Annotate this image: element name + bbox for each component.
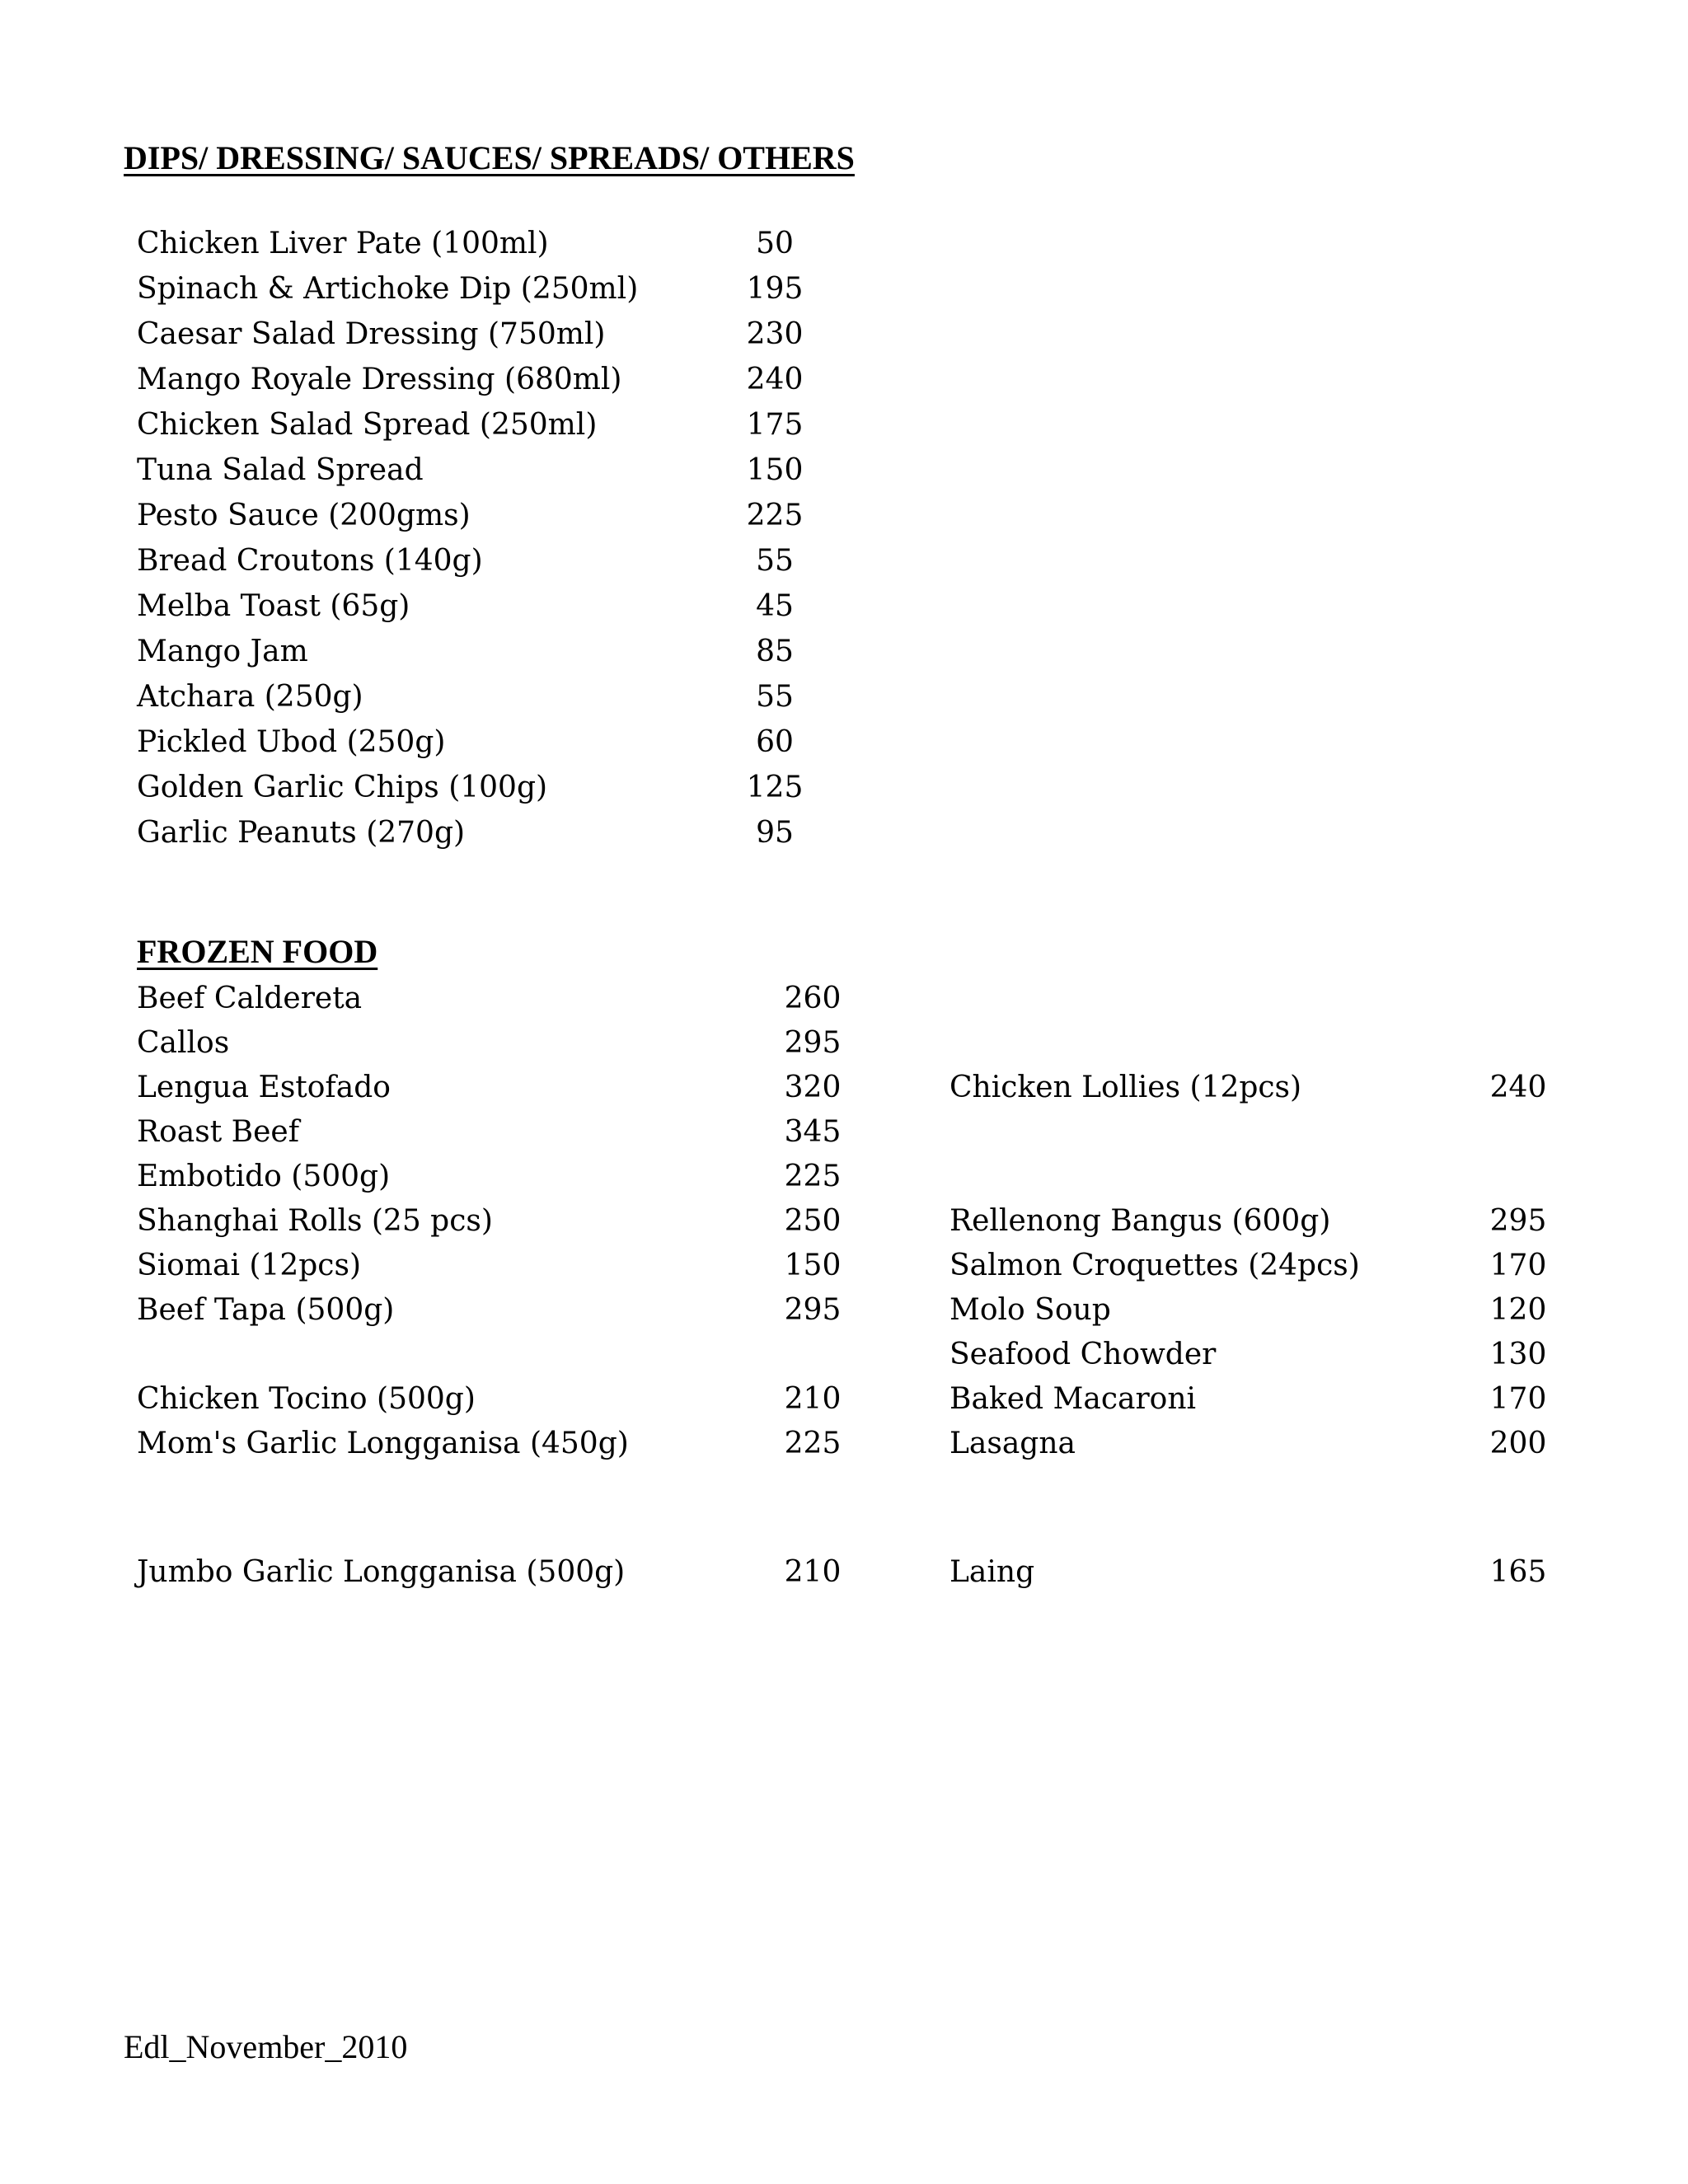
item-price: 130 — [1489, 1338, 1547, 1371]
item-price: 195 — [746, 272, 804, 306]
item-price: 295 — [1489, 1204, 1547, 1238]
item-name: Shanghai Rolls (25 pcs) — [137, 1204, 493, 1238]
item-price: 210 — [784, 1555, 842, 1589]
item-price: 320 — [784, 1071, 842, 1104]
item-name: Seafood Chowder — [950, 1338, 1217, 1371]
item-price: 225 — [746, 499, 804, 532]
item-price: 345 — [784, 1115, 842, 1149]
item-name: Caesar Salad Dressing (750ml) — [137, 317, 606, 351]
item-name: Mango Royale Dressing (680ml) — [137, 363, 622, 396]
item-name: Mom's Garlic Longganisa (450g) — [137, 1427, 629, 1460]
item-name: Golden Garlic Chips (100g) — [137, 771, 548, 804]
item-price: 240 — [746, 363, 804, 396]
item-name: Melba Toast (65g) — [137, 589, 410, 623]
item-price: 150 — [784, 1249, 842, 1282]
item-name: Chicken Tocino (500g) — [137, 1382, 476, 1416]
item-price: 55 — [756, 680, 794, 714]
item-name: Laing — [950, 1555, 1035, 1589]
item-price: 85 — [756, 635, 794, 668]
item-price: 200 — [1489, 1427, 1547, 1460]
item-name: Salmon Croquettes (24pcs) — [950, 1249, 1360, 1282]
item-price: 175 — [746, 408, 804, 442]
item-name: Embotido (500g) — [137, 1160, 391, 1193]
item-price: 295 — [784, 1026, 842, 1060]
item-price: 295 — [784, 1293, 842, 1327]
item-price: 45 — [756, 589, 794, 623]
item-price: 170 — [1489, 1382, 1547, 1416]
item-name: Bread Croutons (140g) — [137, 544, 483, 578]
item-price: 225 — [784, 1427, 842, 1460]
item-name: Baked Macaroni — [950, 1382, 1197, 1416]
item-name: Siomai (12pcs) — [137, 1249, 361, 1282]
item-name: Lasagna — [950, 1427, 1076, 1460]
item-price: 50 — [756, 227, 794, 260]
item-price: 260 — [784, 982, 842, 1015]
item-price: 150 — [746, 453, 804, 487]
item-price: 120 — [1489, 1293, 1547, 1327]
item-price: 55 — [756, 544, 794, 578]
item-name: Jumbo Garlic Longganisa (500g) — [137, 1555, 626, 1589]
item-price: 210 — [784, 1382, 842, 1416]
item-price: 240 — [1489, 1071, 1547, 1104]
item-price: 60 — [756, 725, 794, 759]
item-name: Chicken Salad Spread (250ml) — [137, 408, 598, 442]
item-name: Mango Jam — [137, 635, 308, 668]
item-name: Callos — [137, 1026, 230, 1060]
item-price: 250 — [784, 1204, 842, 1238]
item-name: Chicken Lollies (12pcs) — [950, 1071, 1302, 1104]
item-name: Atchara (250g) — [137, 680, 363, 714]
item-name: Spinach & Artichoke Dip (250ml) — [137, 272, 639, 306]
item-name: Pesto Sauce (200gms) — [137, 499, 471, 532]
item-name: Beef Caldereta — [137, 982, 363, 1015]
item-price: 170 — [1489, 1249, 1547, 1282]
item-price: 165 — [1489, 1555, 1547, 1589]
item-name: Pickled Ubod (250g) — [137, 725, 446, 759]
item-name: Molo Soup — [950, 1293, 1111, 1327]
frozen-food-section-heading: FROZEN FOOD — [137, 933, 378, 970]
item-name: Lengua Estofado — [137, 1071, 391, 1104]
item-name: Roast Beef — [137, 1115, 300, 1149]
item-name: Beef Tapa (500g) — [137, 1293, 395, 1327]
item-name: Chicken Liver Pate (100ml) — [137, 227, 549, 260]
item-name: Tuna Salad Spread — [137, 453, 424, 487]
dips-section-heading: DIPS/ DRESSING/ SAUCES/ SPREADS/ OTHERS — [124, 139, 855, 176]
item-price: 125 — [746, 771, 804, 804]
item-price: 95 — [756, 816, 794, 850]
item-price: 230 — [746, 317, 804, 351]
footer-version-label: Edl_November_2010 — [124, 2028, 408, 2065]
item-price: 225 — [784, 1160, 842, 1193]
item-name: Garlic Peanuts (270g) — [137, 816, 466, 850]
item-name: Rellenong Bangus (600g) — [950, 1204, 1331, 1238]
